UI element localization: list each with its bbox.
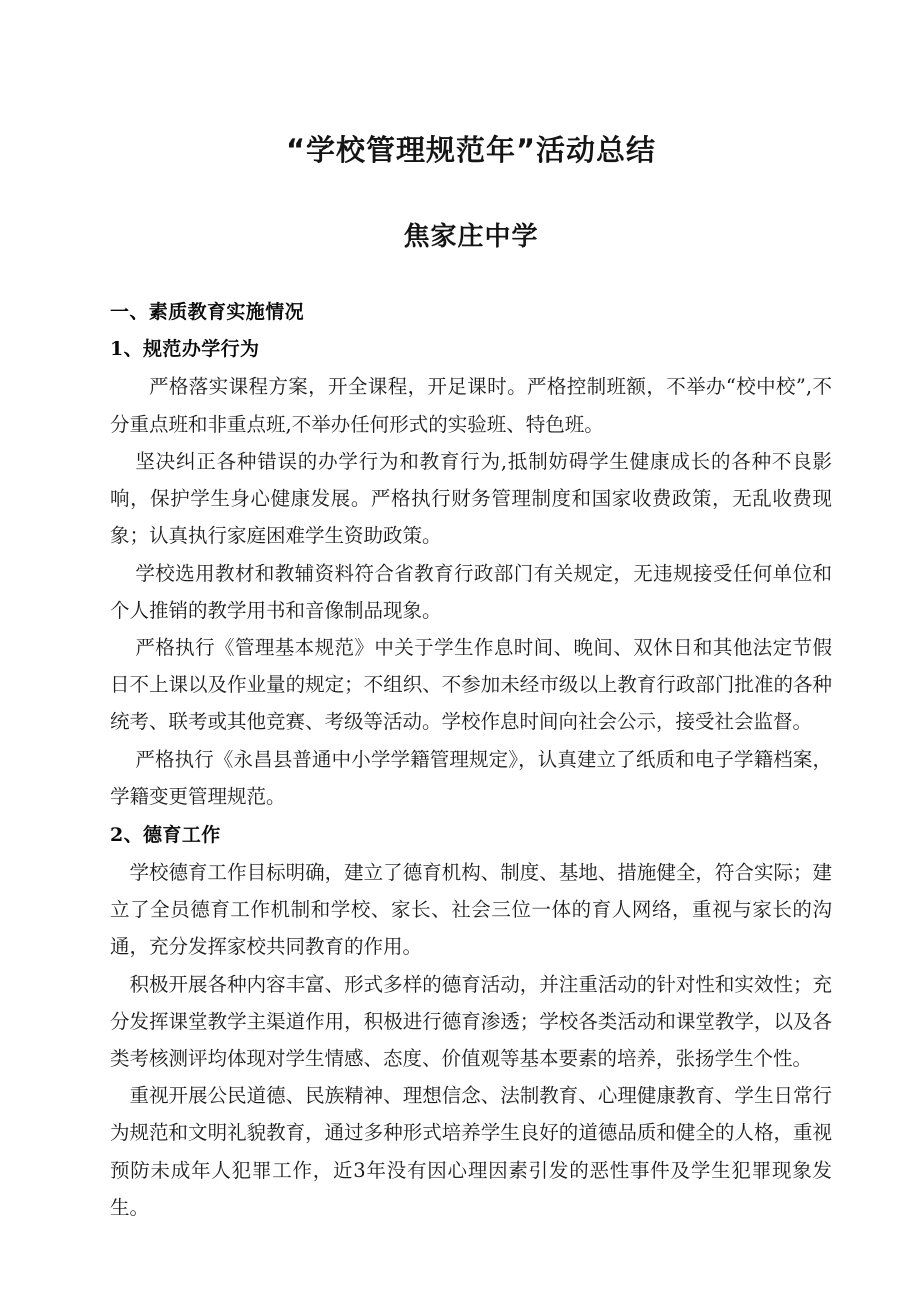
document-title: “学校管理规范年”活动总结 [285, 133, 657, 167]
paragraph: 严格执行《管理基本规范》中关于学生作息时间、晚间、双休日和其他法定节假日不上课以及作业量的规定；不组织、不参加未经市级以上教育行政部门批准的各种统考、联考或其他竞赛、考级等活动。学校作息时间向社会公示，接受社会监督。 [110, 635, 832, 734]
paragraph: 严格执行《永昌县普通中小学学籍管理规定》，认真建立了纸质和电子学籍档案，学籍变更管理规范。 [110, 747, 832, 808]
section-heading-1: 一、素质教育实施情况 [110, 301, 305, 324]
paragraph: 坚决纠正各种错误的办学行为和教育行为,抵制妨碍学生健康成长的各种不良影响，保护学生身心健康发展。严格执行财务管理制度和国家收费政策，无乱收费现象；认真执行家庭困难学生资助政策。 [110, 449, 832, 548]
paragraph: 学校德育工作目标明确，建立了德育机构、制度、基地、措施健全，符合实际；建立了全员德育工作机制和学校、家长、社会三位一体的育人网络，重视与家长的沟通，充分发挥家校共同教育的作用。 [110, 860, 832, 959]
paragraph: 严格落实课程方案，开全课程，开足课时。严格控制班额，不举办“校中校”,不分重点班和非重点班,不举办任何形式的实验班、特色班。 [110, 375, 832, 436]
section-1 [110, 294, 832, 1225]
document-subtitle: 焦家庄中学 [403, 221, 539, 252]
subsection-1-1 [110, 331, 832, 814]
paragraph: 积极开展各种内容丰富、形式多样的德育活动，并注重活动的针对性和实效性；充分发挥课堂教学主渠道作用，积极进行德育渗透；学校各类活动和课堂教学，以及各类考核测评均体现对学生情感、态度、价值观等基本要素的培养，张扬学生个性。 [110, 972, 832, 1070]
paragraph: 重视开展公民道德、民族精神、理想信念、法制教育、心理健康教育、学生日常行为规范和文明礼貌教育，通过多种形式培养学生良好的道德品质和健全的人格，重视预防未成年人犯罪工作，近3年没有因心理因素引发的恶性事件及学生犯罪现象发生。 [110, 1084, 832, 1219]
subsection-heading-1-2: 2、德育工作 [110, 823, 221, 846]
document-content [110, 0, 832, 1226]
subsection-1-2 [110, 817, 832, 1226]
subsection-heading-1-1: 1、规范办学行为 [110, 338, 260, 361]
paragraph: 学校选用教材和教辅资料符合省教育行政部门有关规定，无违规接受任何单位和个人推销的教学用书和音像制品现象。 [110, 561, 832, 622]
